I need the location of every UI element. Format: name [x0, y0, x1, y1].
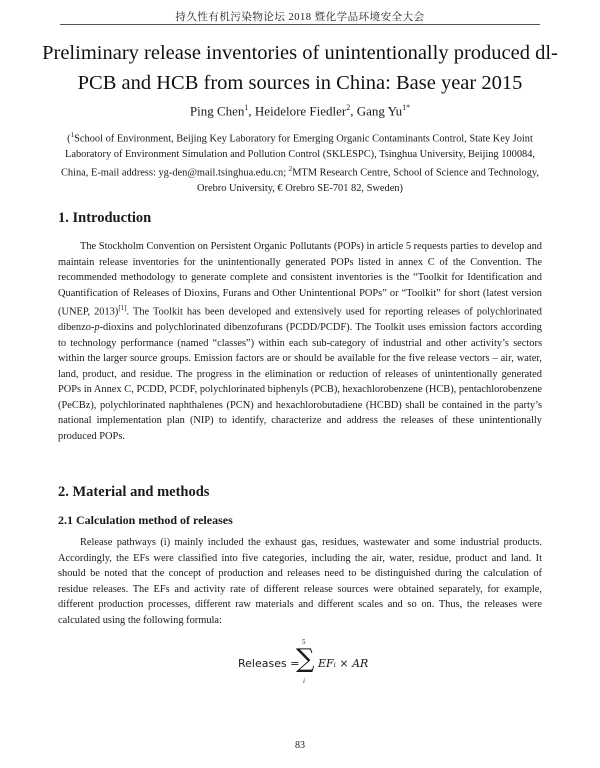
subsection-heading-calculation: 2.1 Calculation method of releases	[58, 513, 233, 527]
affiliation-1: School of Environment, Beijing Key Laboratory for Emerging Organic Contaminants Control, State Key Joint Laboratory of Environment Simulation and Pollution Control (SKLESPC), Tsinghua University, Beijing 100084, China, E-mail address: yg-den@mail.tsinghua.edu.cn;	[60, 133, 535, 179]
formula-lhs: Releases =	[238, 657, 300, 670]
header-divider	[60, 24, 540, 25]
section-heading-introduction: 1. Introduction	[58, 210, 152, 226]
author-name: Ping Chen	[189, 103, 245, 119]
affiliation-2: MTM Research Centre, School of Science and Technology, Orebro University, € Orebro SE-701 82, Sweden)	[197, 167, 540, 194]
methods-paragraph: Release pathways (i) mainly included the exhaust gas, residues, wastewater and some industrial products. Accordingly, the EFs were classified into five categories, including the air, water, residue, product and land. It should be noted that the concept of production and releases need to be distinguished during the calculation of residue releases. The EFs and activity rate of different release sources were obtained separately, for example, different production processes, different raw materials and different scales and so on. Thus, the releases were calculated using the following formula:	[58, 537, 542, 626]
author-affiliation-mark: 2	[346, 103, 351, 112]
affiliations: ($^1$School of Environment, Beijing Key Laboratory for Emerging Organic Contaminants Control, State Key Joint Laboratory of Environment Simulation and Pollution Control (SKLESPC), Tsinghua University, Beijing 100084, China, E-mail address: yg-den@mail.tsinghua.edu.cn; $^2$MTM Research Centre, School of Science and Technology, Orebro University, € Orebro SE-701 82, Sweden)	[60, 131, 540, 194]
introduction-paragraph	[58, 239, 542, 445]
sum-upper-limit: 5	[302, 638, 306, 646]
summation-symbol: ∑	[296, 644, 315, 674]
author-list: Ping Chen$^1$, Heidelore Fiedler$^2$, Gang $Yu^{1*}$	[189, 103, 411, 119]
author-affiliation-mark: 1	[244, 103, 249, 112]
paragraph-text: -dioxins and polychlorinated dibenzofurans (PCDD/PCDF). The Toolkit uses emission factors according to technology performance (named “classes”) within each sub-category of industrial and other activity’s sectors within the larger source groups. Emission factors are or should be available for the five release vectors – air, water, land, product, and residue. The progress in the elimination or reduction of releases of unintentionally generated POPs in Annex C, PCDD, PCDF, polychlorinated biphenyls (PCB), hexachlorobenzene (HCB), pentachlorobenzene (PeCBz), polychlorinated naphthalenes (PCN) and hexachlorobutadiene (HCBD) shall be contained in the party’s national implementation plan (NIP) to identify, characterize and address the releases of these unintentionally produced POPs.	[58, 322, 542, 443]
affiliation-mark: 2	[288, 164, 293, 173]
citation-ref: [1]	[118, 304, 127, 313]
author-affiliation-mark: 1*	[402, 103, 411, 112]
paragraph-text: . The Toolkit has been developed and extensively used for reporting releases of polychlorinated dibenzo-	[58, 306, 542, 334]
section-heading-methods: 2. Material and methods	[58, 484, 210, 500]
italic-text: p	[94, 322, 100, 334]
page-number: 83	[295, 740, 305, 751]
release-formula	[0, 640, 600, 690]
author-name: Heidelore Fiedler	[254, 103, 347, 119]
running-header: 持久性有机污染物论坛 2018 暨化学品环境安全大会	[175, 12, 425, 23]
author-name: Gang Yu	[356, 103, 403, 119]
paragraph-text: The Stockholm Convention on Persistent Organic Pollutants (POPs) in article 5 requests parties to develop and maintain release inventories for the unintentionally generated POPs listed in annex C of the Convention. The recommended methodology to generate complete and consistent inventories is the “Toolkit for Identification and Quantification of Releases of Dioxins, Furans and Other Unintentional POPs” or “Toolkit” for short (latest version (UNEP, 2013)	[58, 241, 542, 318]
affiliation-mark: 1	[70, 131, 75, 139]
formula-rhs: EFᵢ × AR	[318, 657, 369, 670]
sum-lower-limit: i	[303, 677, 305, 685]
paper-title: Preliminary release inventories of unintentionally produced dl-PCB and HCB from sources in China: Base year 2015	[42, 42, 558, 94]
